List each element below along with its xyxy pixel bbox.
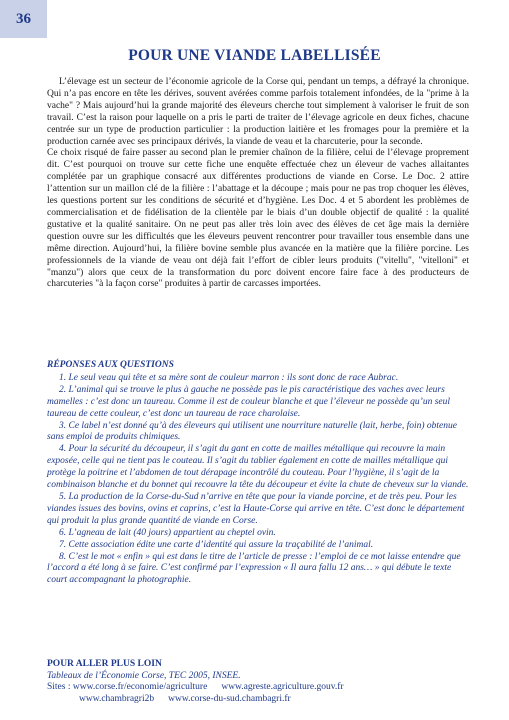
- site-link-corse-du-sud-chambagri[interactable]: www.corse-du-sud.chambagri.fr: [168, 693, 291, 704]
- sites-line: [47, 694, 469, 706]
- answer-item: 8. C’est le mot « enfin » qui est dans le titre de l’article de presse : l’emploi de ce mot laisse entendre que l’accord a été long à se faire. C’est confirmé par l’expression « Il aura fallu 12 ans… » qui débute le texte court accompagnant la photographie.: [47, 551, 461, 586]
- site-link-chambragri2b[interactable]: www.chambragri2b: [79, 693, 155, 704]
- answers-section: [47, 360, 469, 587]
- further-reading-section: [47, 659, 469, 705]
- page-number: 36: [16, 10, 31, 27]
- answer-item: 7. Cette association édite une carte d’identité qui assure la traçabilité de l’animal.: [59, 539, 374, 550]
- answer-item: 5. La production de la Corse-du-Sud n’arrive en tête que pour la viande porcine, et de très peu. Pour les viandes issues des bovins, ovins et caprins, c’est la Haute-Corse qui arrive en tête. C’est donc le département qui produit la plus grande quantité de viande en Corse.: [47, 491, 465, 526]
- answer-item: 3. Ce label n’est donné qu’à des éleveurs qui utilisent une nourriture naturelle (lait, herbe, foin) obtenue sans emploi de produits chimiques.: [47, 420, 457, 443]
- answers-heading: RÉPONSES AUX QUESTIONS: [47, 360, 174, 370]
- source-reference: Tableaux de l’Économie Corse, TEC 2005, INSEE.: [47, 670, 241, 681]
- intro-text: [47, 77, 469, 291]
- answers-list: [47, 373, 469, 587]
- intro-paragraph: L’élevage est un secteur de l’économie agricole de la Corse qui, pendant un temps, a défrayé la chronique. Qui n’a pas encore en tête les dérives, souvent avérées comme parfois totalement infondées, de la "prime à la vache" ? Mais aujourd’hui la grande majorité des éleveurs cherche tout simplement à valoriser le fruit de son travail. C’est la raison pour laquelle on a pris le parti de traiter de l’élevage agricole en deux fiches, chacune centrée sur un type de production particulier : la production laitière et les fromages pour la première et la production carnée avec ses principaux dérivés, la viande de veau et la charcuterie, pour la seconde.: [47, 77, 469, 147]
- sites-label: Sites :: [47, 682, 71, 693]
- site-link-corse-agriculture[interactable]: www.corse.fr/economie/agriculture: [72, 682, 208, 693]
- further-reading-heading: POUR ALLER PLUS LOIN: [47, 659, 162, 669]
- page-title: POUR UNE VIANDE LABELLISÉE: [128, 47, 381, 64]
- answer-item: 6. L’agneau de lait (40 jours) appartient au cheptel ovin.: [59, 527, 276, 538]
- answer-item: 2. L’animal qui se trouve le plus à gauche ne possède pas le pis caractéristique des vaches avec leurs mamelles : c’est donc un taureau. Comme il est de couleur blanche et que l’éleveur ne possède qu’un seul taureau de cette couleur, c’est donc un taureau de race charolaise.: [47, 384, 451, 419]
- sites-line: [47, 682, 469, 694]
- intro-paragraph: Ce choix risqué de faire passer au second plan le premier chaînon de la filière, celui de l’élevage proprement dit. C’est pourquoi on trouve sur cette fiche une enquête effectuée chez un éleveur de vaches allaitantes complétée par un graphique consacré aux différentes productions de viande en Corse. Le Doc. 2 attire l’attention sur un maillon clé de la filière : l’abattage et la découpe ; mais pour ne pas trop choquer les élèves, les questions portent sur les conditions de sécurité et d’hygiène. Les Doc. 4 et 5 abordent les problèmes de commercialisation et de fidélisation de la clientèle par le biais d’un double objectif de qualité : la qualité gustative et la qualité sanitaire. On ne peut pas aller très loin avec des élèves de cet âge mais la dernière question ouvre sur les difficultés que les éleveurs peuvent rencontrer pour travailler tous ensemble dans une même direction. Aujourd’hui, la filière bovine semble plus avancée en la matière que la filière porcine. Les professionnels de la viande de veau ont déjà fait l’effort de cibler leurs produits ("vitellu", "vitelloni" et "manzu") alors que ceux de la transformation du porc doivent encore faire face à des producteurs de charcuteries "à la façon corse" produites à partir de carcasses importées.: [47, 148, 469, 290]
- answer-item: 1. Le seul veau qui tête et sa mère sont de couleur marron : ils sont donc de race Aubrac.: [59, 372, 399, 383]
- site-link-agreste[interactable]: www.agreste.agriculture.gouv.fr: [221, 682, 344, 693]
- answer-item: 4. Pour la sécurité du découpeur, il s’agit du gant en cotte de mailles métallique qui recouvre la main exposée, celle qui ne tient pas le couteau. Il s’agit du tablier également en cotte de mailles métallique qui protège la poitrine et l’abdomen de tout dérapage incontrôlé du couteau. Pour l’hygiène, il s’agit de la combinaison blanche et du bonnet qui recouvre la tête du découpeur et évite la chute de cheveux sur la viande.: [47, 444, 469, 491]
- page-number-badge: [0, 0, 47, 38]
